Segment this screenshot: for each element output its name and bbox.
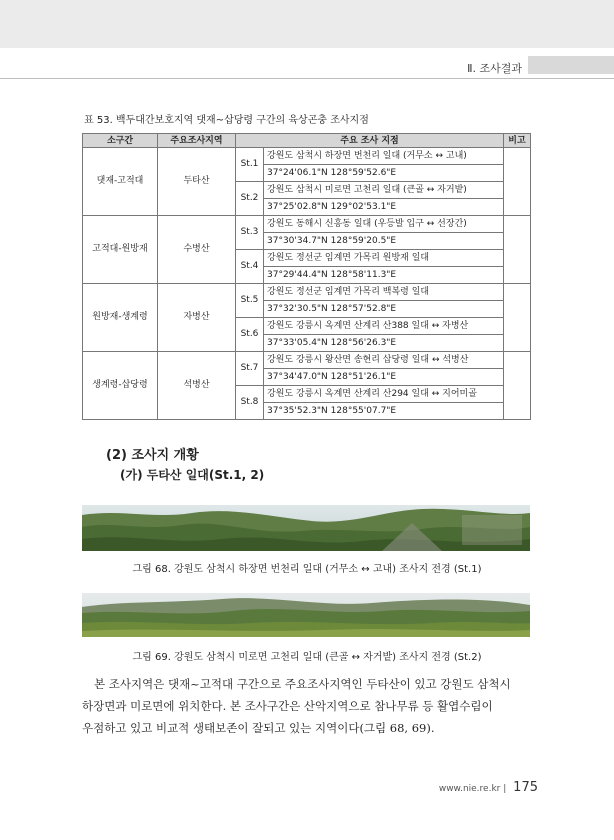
station-id-cell: St.5	[236, 284, 264, 318]
figure-69-caption: 그림 69. 강원도 삼척시 미로면 고천리 일대 (큰골 ↔ 자거밭) 조사지 전경 (St.2)	[132, 652, 482, 663]
note-cell	[504, 352, 531, 420]
station-place-cell: 강원도 동해시 신흥동 일대 (우등발 입구 ↔ 선장간)	[264, 216, 504, 233]
table-header-row	[83, 134, 531, 148]
page-number: 175	[513, 780, 538, 795]
station-id-cell: St.3	[236, 216, 264, 250]
photo-st1-panorama	[82, 505, 530, 551]
note-cell	[504, 284, 531, 352]
segment-cell: 생계령-삽당령	[83, 352, 158, 420]
table-row	[83, 284, 531, 301]
station-coord-cell: 37°24'06.1"N 128°59'52.6"E	[264, 165, 504, 182]
area-cell: 자병산	[158, 284, 236, 352]
note-cell	[504, 216, 531, 284]
station-place-cell: 강원도 강릉시 옥계면 산계리 산388 일대 ↔ 자병산	[264, 318, 504, 335]
area-cell: 수병산	[158, 216, 236, 284]
body-line: 우점하고 있고 비교적 생태보존이 잘되고 있는 지역이다(그림 68, 69).	[82, 721, 435, 735]
station-place-cell: 강원도 정선군 임계면 가목리 백복령 일대	[264, 284, 504, 301]
station-place-cell: 강원도 정선군 임계면 가목리 원방재 일대	[264, 250, 504, 267]
station-place-cell: 강원도 강릉시 옥계면 산계리 산294 일대 ↔ 지어미골	[264, 386, 504, 403]
station-id-cell: St.8	[236, 386, 264, 420]
station-id-cell: St.4	[236, 250, 264, 284]
station-id-cell: St.7	[236, 352, 264, 386]
photo-st2-panorama	[82, 593, 530, 637]
page-footer	[439, 780, 538, 795]
area-cell: 석병산	[158, 352, 236, 420]
figure-68-caption: 그림 68. 강원도 삼척시 하장면 번천리 일대 (거무소 ↔ 고내) 조사지 전경 (St.1)	[132, 564, 482, 575]
col-header-area: 주요조사지역	[158, 134, 236, 148]
subsection-title: (가) 두타산 일대(St.1, 2)	[120, 468, 265, 482]
body-paragraph	[82, 673, 532, 739]
station-id-cell: St.6	[236, 318, 264, 352]
table-row	[83, 148, 531, 165]
area-cell: 두타산	[158, 148, 236, 216]
segment-cell: 원방재-생계령	[83, 284, 158, 352]
chapter-tab	[528, 56, 614, 74]
table-row	[83, 216, 531, 233]
station-place-cell: 강원도 강릉시 왕산면 송현리 삽당령 일대 ↔ 석병산	[264, 352, 504, 369]
table-caption: 표 53. 백두대간보호지역 댓재~삽당령 구간의 육상곤충 조사지점	[84, 115, 369, 126]
segment-cell: 댓재-고적대	[83, 148, 158, 216]
segment-cell: 고적대-원방재	[83, 216, 158, 284]
footer-separator: |	[503, 784, 507, 794]
station-coord-cell: 37°30'34.7"N 128°59'20.5"E	[264, 233, 504, 250]
col-header-segment: 소구간	[83, 134, 158, 148]
table-row	[83, 352, 531, 369]
station-coord-cell: 37°29'44.4"N 128°58'11.3"E	[264, 267, 504, 284]
station-id-cell: St.1	[236, 148, 264, 182]
station-coord-cell: 37°32'30.5"N 128°57'52.8"E	[264, 301, 504, 318]
header-rule	[0, 78, 614, 79]
station-coord-cell: 37°34'47.0"N 128°51'26.1"E	[264, 369, 504, 386]
survey-table	[82, 133, 531, 420]
header-band	[0, 0, 614, 48]
body-line: 하장면과 미로면에 위치한다. 본 조사구간은 산악지역으로 참나무류 등 활엽수림이	[82, 699, 493, 713]
station-id-cell: St.2	[236, 182, 264, 216]
station-place-cell: 강원도 삼척시 미로면 고천리 일대 (큰골 ↔ 자거밭)	[264, 182, 504, 199]
note-cell	[504, 148, 531, 216]
chapter-label: Ⅱ. 조사결과	[467, 62, 522, 75]
station-coord-cell: 37°35'52.3"N 128°55'07.7"E	[264, 403, 504, 420]
station-place-cell: 강원도 삼척시 하장면 번천리 일대 (거무소 ↔ 고내)	[264, 148, 504, 165]
footer-url: www.nie.re.kr	[438, 784, 501, 794]
station-coord-cell: 37°25'02.8"N 129°02'53.1"E	[264, 199, 504, 216]
col-header-note: 비고	[504, 134, 531, 148]
col-header-point: 주요 조사 지점	[236, 134, 504, 148]
station-coord-cell: 37°33'05.4"N 128°56'26.3"E	[264, 335, 504, 352]
section-title: (2) 조사지 개황	[106, 448, 199, 463]
body-line: 본 조사지역은 댓재~고적대 구간으로 주요조사지역인 두타산이 있고 강원도 삼척시	[94, 677, 511, 691]
